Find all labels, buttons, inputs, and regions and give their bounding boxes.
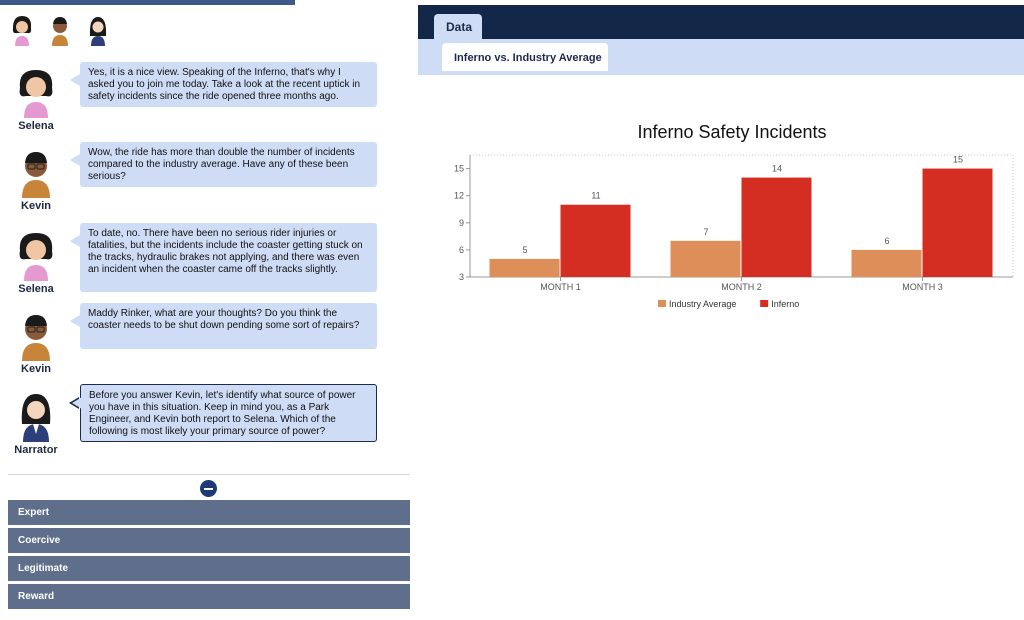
legend-swatch bbox=[760, 300, 768, 307]
chart-title: Inferno Safety Incidents bbox=[637, 122, 827, 142]
collapse-icon[interactable] bbox=[200, 480, 217, 497]
bar-industry bbox=[852, 250, 922, 277]
speaker-name: Selena bbox=[18, 120, 54, 132]
y-tick-label: 9 bbox=[458, 217, 464, 228]
speaker bbox=[8, 390, 64, 456]
data-label: 14 bbox=[771, 163, 783, 174]
speaker-name: Kevin bbox=[21, 363, 51, 375]
data-label: 5 bbox=[522, 244, 528, 255]
bar-inferno bbox=[923, 169, 993, 277]
kevin-avatar bbox=[16, 146, 56, 198]
speech-bubble: Maddy Rinker, what are your thoughts? Do you think the coaster needs to be shut down pending some sort of repairs? bbox=[80, 303, 377, 349]
legend-swatch bbox=[658, 300, 666, 307]
cast-strip bbox=[10, 14, 110, 46]
y-tick-label: 3 bbox=[458, 272, 464, 282]
speech-bubble: Yes, it is a nice view. Speaking of the Inferno, that's why I asked you to join me today. Take a look at the recent uptick in safety incidents since the ride opened three months ago. bbox=[80, 62, 377, 107]
data-label: 6 bbox=[884, 235, 890, 246]
legend-label: Industry Average bbox=[669, 299, 737, 309]
tab-inferno-vs-industry[interactable]: Inferno vs. Industry Average bbox=[442, 43, 608, 71]
speaker bbox=[8, 309, 64, 375]
narrator-avatar-small[interactable] bbox=[86, 14, 110, 46]
y-tick-label: 12 bbox=[453, 190, 464, 201]
x-tick-label: MONTH 2 bbox=[721, 282, 762, 292]
speech-bubble-active: Before you answer Kevin, let's identify what source of power you have in this situation. Keep in mind you, as a Park Engineer, and Kevin both report to Selena. Which of the following is most likely your primary source of power? bbox=[80, 384, 377, 442]
option-expert[interactable]: Expert bbox=[8, 500, 410, 525]
subtab-bar bbox=[418, 39, 1024, 75]
speaker bbox=[8, 229, 64, 295]
bar-inferno bbox=[742, 178, 812, 277]
option-reward[interactable]: Reward bbox=[8, 584, 410, 609]
selena-avatar-small[interactable] bbox=[10, 14, 34, 46]
x-tick-label: MONTH 1 bbox=[540, 282, 581, 292]
option-legitimate[interactable]: Legitimate bbox=[8, 556, 410, 581]
bar-chart bbox=[418, 113, 1024, 333]
y-tick-label: 15 bbox=[453, 163, 464, 174]
speech-bubble: To date, no. There have been no serious rider injuries or fatalities, but the incidents include the coaster getting stuck on the tracks, hydraulic brakes not applying, and there was even an incident when the coaster came off the tracks slightly. bbox=[80, 223, 377, 292]
data-label: 11 bbox=[591, 190, 601, 201]
divider bbox=[8, 474, 410, 475]
selena-avatar bbox=[16, 229, 56, 281]
dialogue-panel bbox=[0, 0, 416, 620]
data-panel bbox=[418, 5, 1024, 620]
x-tick-label: MONTH 3 bbox=[902, 282, 943, 292]
data-label: 7 bbox=[703, 226, 709, 237]
narrator-avatar bbox=[16, 390, 56, 442]
kevin-avatar-small[interactable] bbox=[48, 14, 72, 46]
speaker bbox=[8, 66, 64, 132]
bar-industry bbox=[671, 241, 741, 277]
y-tick-label: 6 bbox=[458, 244, 464, 255]
bar-industry bbox=[490, 259, 560, 277]
progress-bar bbox=[0, 0, 295, 5]
bar-inferno bbox=[561, 205, 631, 277]
legend-label: Inferno bbox=[771, 299, 800, 309]
selena-avatar bbox=[16, 66, 56, 118]
speaker-name: Kevin bbox=[21, 200, 51, 212]
kevin-avatar bbox=[16, 309, 56, 361]
speaker-name: Selena bbox=[18, 283, 54, 295]
panel-header bbox=[418, 5, 1024, 39]
data-label: 15 bbox=[952, 154, 964, 165]
speech-bubble: Wow, the ride has more than double the number of incidents compared to the industry average. Have any of these been serious? bbox=[80, 142, 377, 187]
tab-data[interactable]: Data bbox=[434, 14, 482, 39]
speaker bbox=[8, 146, 64, 212]
speaker-name: Narrator bbox=[14, 444, 58, 456]
option-coercive[interactable]: Coercive bbox=[8, 528, 410, 553]
